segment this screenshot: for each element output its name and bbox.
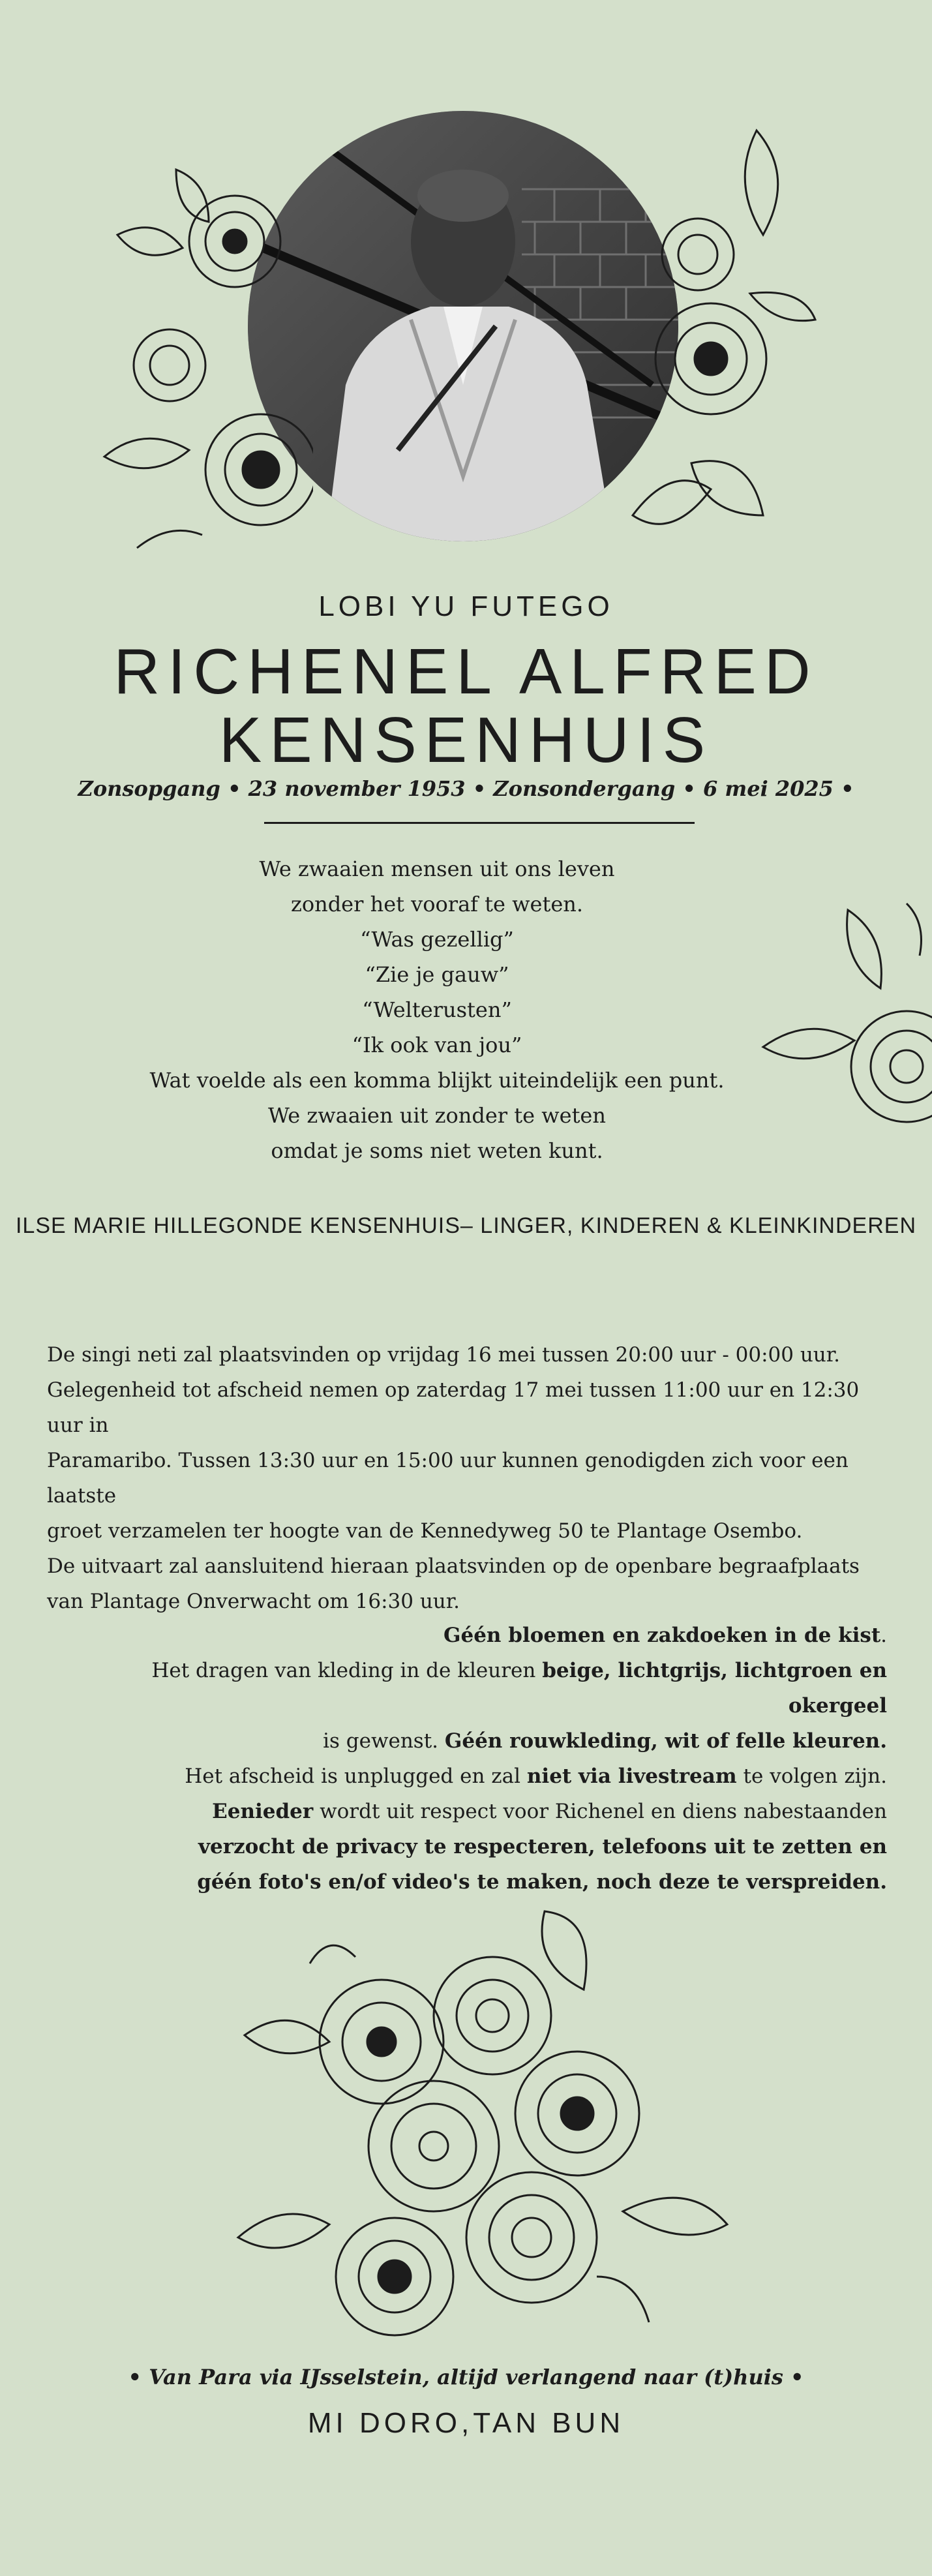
notes — [59, 1618, 887, 1900]
poem-line: We zwaaien mensen uit ons leven — [259, 856, 615, 881]
note-bold: Géén bloemen en zakdoeken in de kist — [443, 1624, 881, 1647]
flower-cluster-icon — [620, 124, 828, 554]
life-dates: Zonsopgang • 23 november 1953 • Zonsondergang • 6 mei 2025 • — [78, 776, 854, 801]
ceremony-line: Gelegenheid tot afscheid nemen op zaterdag 17 mei tussen 11:00 uur en 12:30 uur in — [47, 1378, 860, 1437]
flower-cluster-icon — [757, 897, 932, 1138]
note-text: te volgen zijn. — [736, 1765, 887, 1788]
ceremony-line: Paramaribo. Tussen 13:30 uur en 15:00 uur kunnen genodigden zich voor een laatste — [47, 1449, 849, 1508]
note-bold: Eenieder — [212, 1800, 314, 1823]
ceremony-info — [47, 1337, 895, 1619]
note-bold: niet via livestream — [526, 1765, 737, 1788]
note-line — [59, 1723, 887, 1759]
note-bold: verzocht de privacy te respecteren, telefoons uit te zetten en — [198, 1835, 887, 1858]
motto: • Van Para via IJsselstein, altijd verlangend naar (t)huis • — [128, 2365, 804, 2389]
poem — [130, 851, 744, 1168]
divider — [264, 822, 695, 824]
name-line-2: KENSENHUIS — [218, 704, 714, 776]
note-bold: Géén rouwkleding, wit of felle kleuren. — [444, 1729, 887, 1753]
note-line — [59, 1864, 887, 1900]
note-text: Het afscheid is unplugged en zal — [185, 1765, 527, 1788]
note-bold: beige, lichtgrijs, lichtgroen en okergeel — [542, 1659, 887, 1718]
note-bold: géén foto's en/of video's te maken, noch deze te verspreiden. — [197, 1870, 887, 1894]
note-line — [59, 1829, 887, 1864]
note-text: Het dragen van kleding in de kleuren — [151, 1659, 543, 1682]
subtitle: LOBI YU FUTEGO — [318, 590, 614, 622]
poem-line: “Was gezellig” — [360, 927, 514, 952]
ceremony-line: De uitvaart zal aansluitend hieraan plaatsvinden op de openbare begraafplaats — [47, 1554, 860, 1578]
note-line — [59, 1653, 887, 1723]
flower-cluster-icon — [232, 1898, 740, 2342]
poem-line: “Welterusten” — [362, 997, 512, 1022]
poem-line: zonder het vooraf te weten. — [290, 892, 584, 917]
poem-line: “Ik ook van jou” — [352, 1033, 522, 1057]
closing-phrase: MI DORO,TAN BUN — [307, 2407, 625, 2439]
note-line — [59, 1794, 887, 1829]
ceremony-line: De singi neti zal plaatsvinden op vrijdag 16 mei tussen 20:00 uur - 00:00 uur. — [47, 1343, 841, 1367]
poem-line: Wat voelde als een komma blijkt uiteindelijk een punt. — [149, 1068, 725, 1093]
poem-line: omdat je soms niet weten kunt. — [271, 1138, 603, 1163]
note-text: wordt uit respect voor Richenel en diens nabestaanden — [313, 1800, 887, 1823]
note-line — [59, 1618, 887, 1653]
flower-cluster-icon — [98, 144, 313, 561]
note-text: is gewenst. — [323, 1729, 445, 1753]
name-line-1: RICHENEL ALFRED — [113, 635, 819, 707]
ceremony-line: groet verzamelen ter hoogte van de Kennedyweg 50 te Plantage Osembo. — [47, 1519, 803, 1543]
family-names: ILSE MARIE HILLEGONDE KENSENHUIS– LINGER, KINDEREN & KLEINKINDEREN — [15, 1213, 916, 1238]
ceremony-line: van Plantage Onverwacht om 16:30 uur. — [47, 1590, 460, 1613]
note-line — [59, 1759, 887, 1794]
note-text: . — [880, 1624, 887, 1647]
poem-line: “Zie je gauw” — [365, 962, 509, 987]
poem-line: We zwaaien uit zonder te weten — [268, 1103, 606, 1128]
